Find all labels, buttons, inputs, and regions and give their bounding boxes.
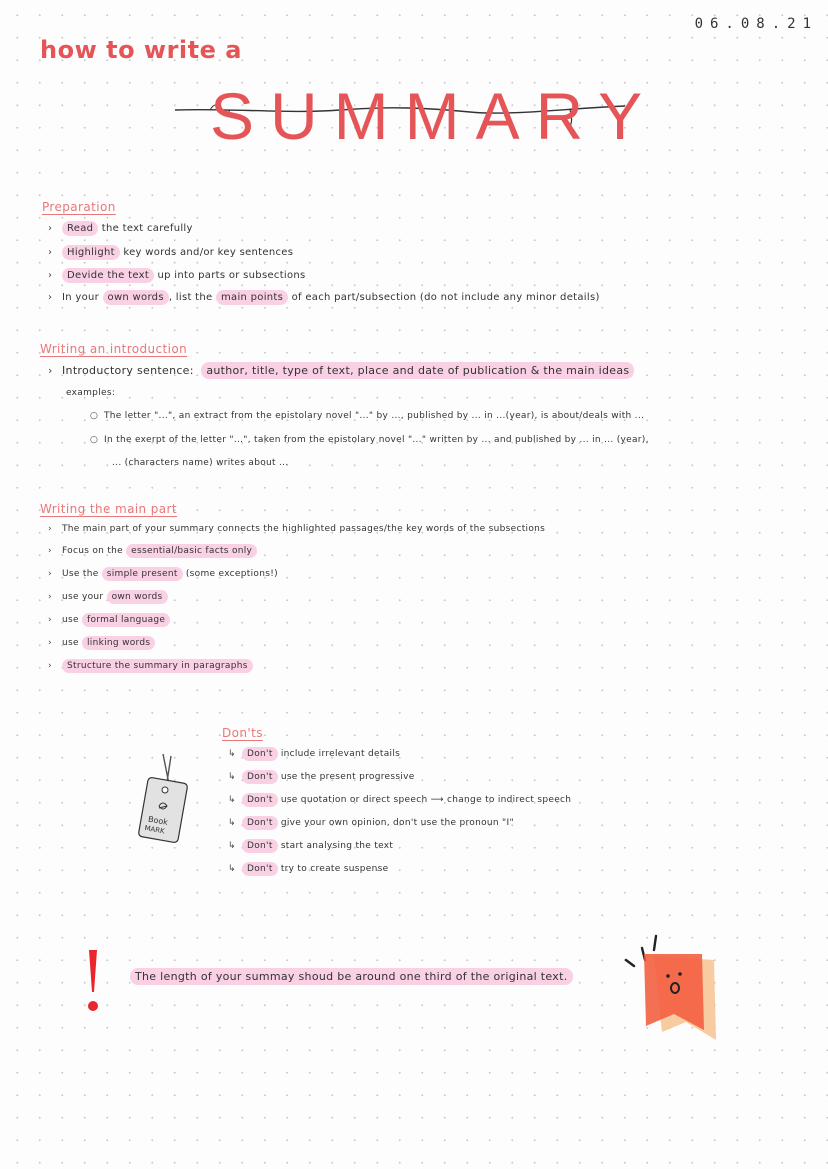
main-part-heading: Writing the main part (40, 502, 177, 516)
chevron-right-icon: › (48, 270, 53, 281)
list-item: › Focus on the essential/basic facts only (48, 546, 257, 556)
bookmark-tag-icon (133, 752, 193, 844)
bookmark-text: MARK (143, 824, 166, 836)
footer-note: The length of your summay shoud be around one third of the original text. (130, 970, 573, 983)
arrow-return-icon: ↳ (228, 864, 236, 874)
circle-bullet-icon: ○ (90, 435, 99, 445)
intro-sentence: › Introductory sentence: author, title, type of text, place and date of publication & the main ideas (48, 364, 634, 377)
list-item: ↳ Don't start analysing the text (228, 841, 394, 851)
exclamation-icon (80, 946, 106, 1016)
chevron-right-icon: › (48, 546, 52, 556)
chevron-right-icon: › (48, 247, 53, 258)
list-item: ↳ Don't try to create suspense (228, 864, 389, 874)
list-item: ↳ Don't give your own opinion, don't use the pronoun "I" (228, 818, 514, 828)
arrow-return-icon: ↳ (228, 818, 236, 828)
date: 06.08.21 (694, 16, 818, 32)
list-item: › use linking words (48, 638, 155, 648)
list-item: › In your own words , list the main points of each part/subsection (do not include any minor details) (48, 292, 600, 303)
introduction-heading: Writing an introduction (40, 342, 188, 356)
chevron-right-icon: › (48, 524, 52, 534)
arrow-return-icon: ↳ (228, 749, 236, 759)
bookmark-character-icon (618, 928, 728, 1048)
list-item: › Read the text carefully (48, 223, 193, 234)
list-item: › The main part of your summary connects the highlighted passages/the key words of the subsections (48, 524, 546, 534)
preparation-heading: Preparation (42, 200, 116, 214)
page-title: SUMMARY (210, 79, 659, 153)
title-small: how to write a (40, 36, 242, 64)
list-item: › Devide the text up into parts or subsections (48, 270, 306, 281)
chevron-right-icon: › (48, 292, 53, 303)
chevron-right-icon: › (48, 638, 52, 648)
list-item: › use your own words (48, 592, 168, 602)
chevron-right-icon: › (48, 615, 52, 625)
list-item: › Use the simple present (some exceptions!) (48, 569, 278, 579)
chevron-right-icon: › (48, 592, 52, 602)
example-item: ○ In the exerpt of the letter "...", taken from the epistolary novel "..." written by ... and published by ... in ... (year), (90, 435, 649, 445)
chevron-right-icon: › (48, 569, 52, 579)
example-item: ○ The letter "...", an extract from the epistolary novel "..." by ..., published by ... in ...(year), is about/deals with ... (90, 411, 645, 421)
donts-heading: Don'ts (222, 726, 263, 740)
arrow-return-icon: ↳ (228, 772, 236, 782)
list-item: › Structure the summary in paragraphs (48, 661, 253, 671)
chevron-right-icon: › (48, 364, 53, 377)
examples-label: examples: (66, 388, 116, 398)
list-item: ↳ Don't include irrelevant details (228, 749, 401, 759)
arrow-return-icon: ↳ (228, 841, 236, 851)
circle-bullet-icon: ○ (90, 411, 99, 421)
list-item: › use formal language (48, 615, 170, 625)
list-item: ↳ Don't use quotation or direct speech ⟶ change to indirect speech (228, 795, 572, 805)
list-item: ↳ Don't use the present progressive (228, 772, 415, 782)
example-continuation: ... (characters name) writes about ... (112, 458, 289, 468)
list-item: › Highlight key words and/or key sentences (48, 247, 294, 258)
chevron-right-icon: › (48, 223, 53, 234)
arrow-return-icon: ↳ (228, 795, 236, 805)
chevron-right-icon: › (48, 661, 52, 671)
bookmark-text: Book (147, 814, 169, 827)
